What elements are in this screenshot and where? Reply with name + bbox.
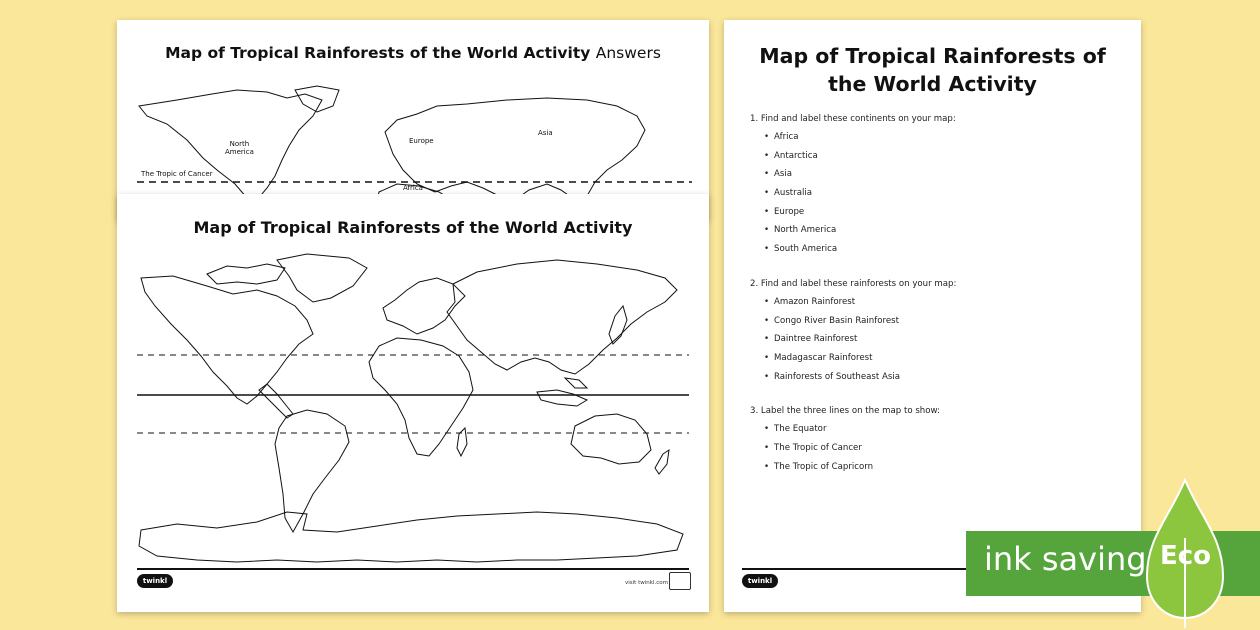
list-item: • Rainforests of Southeast Asia [766,372,1120,391]
questions-sheet [724,20,1141,612]
list-item: • Africa [766,132,1120,151]
australia-outline [571,414,651,464]
list-item: • South America [766,244,1120,263]
south-america-outline [275,410,349,532]
list-item: • Daintree Rainforest [766,334,1120,353]
ink-saving-text: ink saving [984,540,1147,578]
activity-sheet-title: Map of Tropical Rainforests of the World Activity [193,218,633,237]
europe-outline [383,278,465,334]
list-item: • The Tropic of Capricorn [766,462,1120,481]
question-heading: 1. Find and label these continents on your map: [750,114,956,124]
list-item: • North America [766,225,1120,244]
activity-sheet [117,194,709,612]
central-america-outline [259,384,293,418]
activity-footer-line [137,568,689,570]
label-tropic-of-cancer: The Tropic of Cancer [141,170,213,178]
label-europe: Europe [409,137,434,145]
list-item: • Amazon Rainforest [766,297,1120,316]
question-heading: 2. Find and label these rainforests on your map: [750,278,957,289]
new-zealand-outline [655,450,669,474]
twinkl-badge-icon [669,572,691,590]
question-heading: 3. Label the three lines on the map to show: [750,406,940,417]
twinkl-logo: twinkl [742,574,778,588]
label-north-america: North America [225,140,254,156]
questions-sheet-title: Map of Tropical Rainforests of the World Activity [759,44,1106,96]
arctic-islands-outline [207,264,285,284]
japan-outline [609,306,627,344]
asia-outline [447,260,677,374]
list-item: • Madagascar Rainforest [766,353,1120,372]
eco-label: Eco [1160,541,1212,571]
question-2 [750,279,1120,390]
answers-sheet [117,20,709,220]
list-item: • The Tropic of Cancer [766,443,1120,462]
se-asia-islands-outline [537,378,587,406]
answers-title-light: Answers [595,44,661,62]
question-1 [750,114,1120,263]
madagascar-outline [457,428,467,456]
list-item: • Congo River Basin Rainforest [766,316,1120,335]
label-asia: Asia [538,129,553,137]
list-item: • Australia [766,188,1120,207]
greenland-outline [277,254,367,302]
antarctica-outline [139,512,683,562]
label-africa: Africa [403,184,423,192]
questions-list [750,114,1120,496]
answers-eurasia-outline [385,98,645,200]
list-item: • Asia [766,169,1120,188]
activity-world-map [117,194,709,612]
visit-text: visit twinkl.com [625,580,668,586]
question-3 [750,406,1120,480]
list-item: • Europe [766,207,1120,226]
list-item: • Antarctica [766,151,1120,170]
list-item: • The Equator [766,424,1120,443]
answers-title-bold: Map of Tropical Rainforests of the World Activity [165,44,591,62]
twinkl-logo: twinkl [137,574,173,588]
africa-outline [369,338,473,456]
north-america-outline [141,276,313,404]
